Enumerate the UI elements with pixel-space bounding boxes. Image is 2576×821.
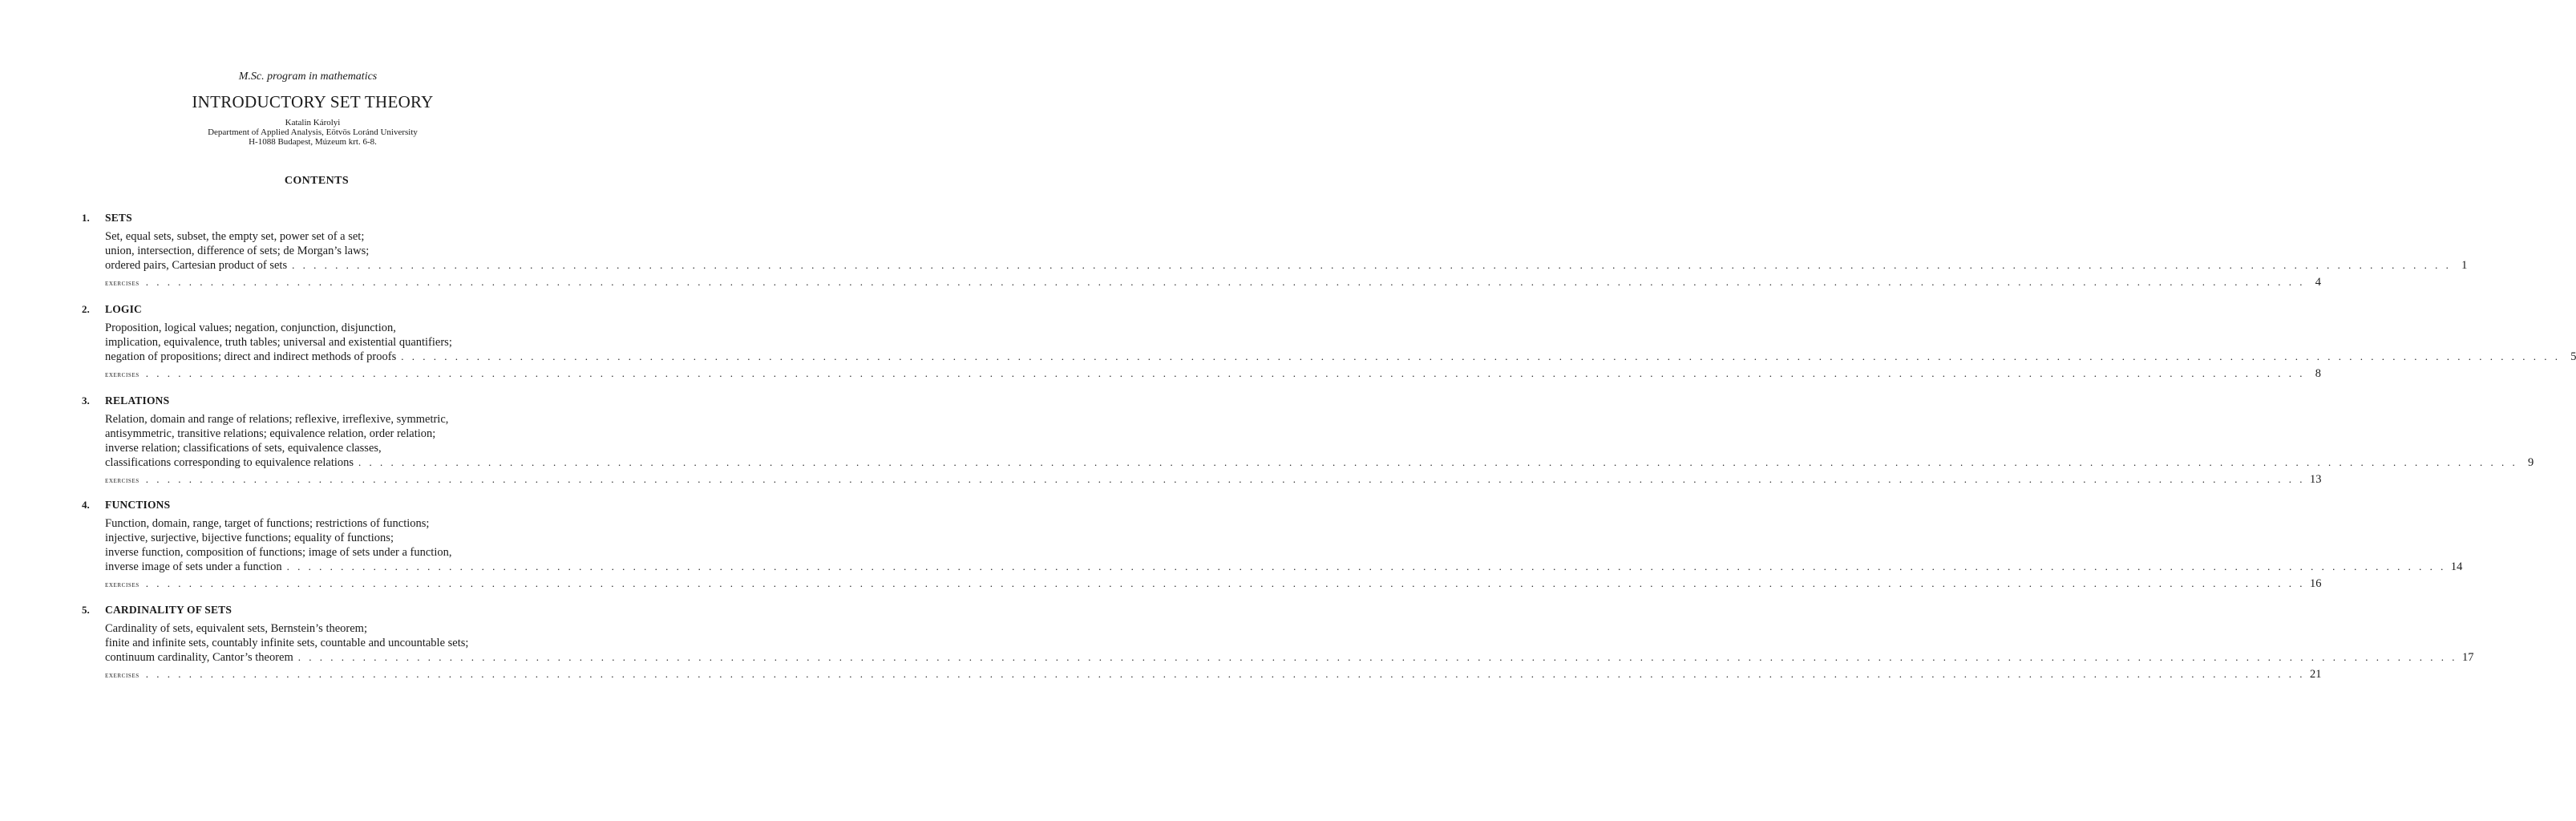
page-number: 14 (2450, 560, 2463, 573)
exercises-page-number: 4 (2315, 276, 2321, 289)
topic-text: Set, equal sets, subset, the empty set, power set of a set; (105, 230, 365, 243)
section-topic-line (105, 441, 556, 455)
exercises-entry (105, 367, 2321, 382)
section-title: FUNCTIONS (105, 499, 171, 511)
toc-section (0, 499, 2463, 592)
section-number: 4. (82, 499, 90, 511)
section-topic-line (105, 335, 556, 350)
section-topic-line (105, 229, 556, 244)
document-title: INTRODUCTORY SET THEORY (192, 92, 434, 111)
topic-text: Function, domain, range, target of functions; restrictions of functions; (105, 517, 430, 530)
section-number: 1. (82, 212, 90, 224)
topic-text: continuum cardinality, Cantor’s theorem (105, 651, 293, 664)
exercises-entry (105, 276, 2321, 290)
page-number: 17 (2462, 651, 2474, 664)
page-number: 1 (2461, 259, 2468, 272)
section-title: CARDINALITY OF SETS (105, 604, 233, 616)
topic-text: ordered pairs, Cartesian product of sets (105, 259, 288, 272)
section-topic-line (105, 621, 556, 636)
dot-leader: . . . . . . . . . . . . . . . . . . . . . . . . . . . . . . . . . . . . . . . . . . . . . . . . . . . . . . . . . . . . . . . . . . . . . . . . . . . . . . . . . . . . . . . . . . . . . . . . . . . . . . . . . . . . . . . . . . . . . . . . . . . . . . . . . . . . . . . . . . . . . . . . . . . . . . . . . . . . . . . . . . . . . . . . . . . . . . . . . . . . . . . . . . . . . . . . . . . . . . . . (286, 560, 2446, 572)
program-line: M.Sc. program in mathematics (238, 71, 378, 83)
dot-leader: . . . . . . . . . . . . . . . . . . . . . . . . . . . . . . . . . . . . . . . . . . . . . . . . . . . . . . . . . . . . . . . . . . . . . . . . . . . . . . . . . . . . . . . . . . . . . . . . . . . . . . . . . . . . . . . . . . . . . . . . . . . . . . . . . . . . . . . . . . . . . . . . . . . . . . . . . . . . . . . . . . . . . . . . . . . . . . . . . . . . . . . . . . . . . . . . . . . . . . . . (145, 276, 2305, 288)
topic-text: union, intersection, difference of sets; de Morgan’s laws; (105, 245, 370, 257)
toc-section (0, 604, 2474, 682)
topic-text: Proposition, logical values; negation, conjunction, disjunction, (105, 322, 396, 334)
section-topic-line (105, 350, 2576, 364)
dot-leader: . . . . . . . . . . . . . . . . . . . . . . . . . . . . . . . . . . . . . . . . . . . . . . . . . . . . . . . . . . . . . . . . . . . . . . . . . . . . . . . . . . . . . . . . . . . . . . . . . . . . . . . . . . . . . . . . . . . . . . . . . . . . . . . . . . . . . . . . . . . . . . . . . . . . . . . . . . . . . . . . . . . . . . . . . . . . . . . . . . . . . . . . . . . . . . . . . . . . . . . . (145, 367, 2305, 379)
section-number: 2. (82, 303, 90, 315)
section-topic-line (105, 650, 2474, 665)
toc-section (0, 394, 2534, 487)
topic-text: inverse relation; classifications of sets, equivalence classes, (105, 442, 382, 455)
exercises-page-number: 13 (2310, 473, 2322, 486)
exercises-label: exercises (105, 476, 140, 485)
page-number: 5 (2570, 350, 2576, 363)
section-heading (0, 499, 616, 516)
section-heading (0, 303, 616, 321)
section-number: 5. (82, 604, 90, 616)
contents-heading: CONTENTS (284, 175, 350, 187)
dot-leader: . . . . . . . . . . . . . . . . . . . . . . . . . . . . . . . . . . . . . . . . . . . . . . . . . . . . . . . . . . . . . . . . . . . . . . . . . . . . . . . . . . . . . . . . . . . . . . . . . . . . . . . . . . . . . . . . . . . . . . . . . . . . . . . . . . . . . . . . . . . . . . . . . . . . . . . . . . . . . . . . . . . . . . . . . . . . . . . . . . . . . . . . . . . . . . . . . . . . . . . . (292, 259, 2452, 271)
author-name: Katalin Károlyi (285, 118, 341, 127)
section-topic-line (105, 516, 556, 531)
toc-section (0, 303, 2576, 382)
dot-leader: . . . . . . . . . . . . . . . . . . . . . . . . . . . . . . . . . . . . . . . . . . . . . . . . . . . . . . . . . . . . . . . . . . . . . . . . . . . . . . . . . . . . . . . . . . . . . . . . . . . . . . . . . . . . . . . . . . . . . . . . . . . . . . . . . . . . . . . . . . . . . . . . . . . . . . . . . . . . . . . . . . . . . . . . . . . . . . . . . . . . . . . . . . . . . . . . . . . . . . . . (401, 350, 2561, 362)
exercises-page-number: 8 (2315, 367, 2321, 380)
topic-text: antisymmetric, transitive relations; equivalence relation, order relation; (105, 427, 436, 440)
topic-text: inverse function, composition of functions; image of sets under a function, (105, 546, 452, 559)
dot-leader: . . . . . . . . . . . . . . . . . . . . . . . . . . . . . . . . . . . . . . . . . . . . . . . . . . . . . . . . . . . . . . . . . . . . . . . . . . . . . . . . . . . . . . . . . . . . . . . . . . . . . . . . . . . . . . . . . . . . . . . . . . . . . . . . . . . . . . . . . . . . . . . . . . . . . . . . . . . . . . . . . . . . . . . . . . . . . . . . . . . . . . . . . . . . . . . . . . . . . . . . (297, 651, 2458, 663)
section-topic-line (105, 412, 556, 427)
section-number: 3. (82, 394, 90, 406)
dot-leader: . . . . . . . . . . . . . . . . . . . . . . . . . . . . . . . . . . . . . . . . . . . . . . . . . . . . . . . . . . . . . . . . . . . . . . . . . . . . . . . . . . . . . . . . . . . . . . . . . . . . . . . . . . . . . . . . . . . . . . . . . . . . . . . . . . . . . . . . . . . . . . . . . . . . . . . . . . . . . . . . . . . . . . . . . . . . . . . . . . . . . . . . . . . . . . . . . . . . . . . . (145, 473, 2305, 485)
topic-text: negation of propositions; direct and indirect methods of proofs (105, 350, 397, 363)
section-title: RELATIONS (105, 394, 170, 406)
section-title: SETS (105, 212, 132, 224)
topic-text: inverse image of sets under a function (105, 560, 282, 573)
section-topic-line (105, 244, 556, 258)
topic-text: implication, equivalence, truth tables; universal and existential quantifiers; (105, 336, 452, 349)
author-address: H-1088 Budapest, Múzeum krt. 6-8. (249, 137, 377, 147)
section-topic-line (105, 636, 556, 650)
dot-leader: . . . . . . . . . . . . . . . . . . . . . . . . . . . . . . . . . . . . . . . . . . . . . . . . . . . . . . . . . . . . . . . . . . . . . . . . . . . . . . . . . . . . . . . . . . . . . . . . . . . . . . . . . . . . . . . . . . . . . . . . . . . . . . . . . . . . . . . . . . . . . . . . . . . . . . . . . . . . . . . . . . . . . . . . . . . . . . . . . . . . . . . . . . . . . . . . . . . . . . . . (145, 668, 2305, 680)
section-topic-line (105, 531, 556, 545)
exercises-entry (105, 473, 2322, 487)
exercises-page-number: 21 (2310, 668, 2322, 681)
exercises-label: exercises (105, 671, 140, 680)
topic-text: Relation, domain and range of relations; reflexive, irreflexive, symmetric, (105, 413, 449, 426)
topic-text: Cardinality of sets, equivalent sets, Bernstein’s theorem; (105, 622, 367, 635)
section-topic-line (105, 560, 2463, 574)
section-title: LOGIC (105, 303, 143, 315)
section-topic-line (105, 321, 556, 335)
author-department: Department of Applied Analysis, Eötvös Loránd University (208, 127, 418, 137)
exercises-label: exercises (105, 580, 140, 589)
toc-section (0, 212, 2468, 290)
dot-leader: . . . . . . . . . . . . . . . . . . . . . . . . . . . . . . . . . . . . . . . . . . . . . . . . . . . . . . . . . . . . . . . . . . . . . . . . . . . . . . . . . . . . . . . . . . . . . . . . . . . . . . . . . . . . . . . . . . . . . . . . . . . . . . . . . . . . . . . . . . . . . . . . . . . . . . . . . . . . . . . . . . . . . . . . . . . . . . . . . . . . . . . . . . . . . . . . . . . . . . . . (145, 577, 2305, 589)
exercises-label: exercises (105, 279, 140, 288)
topic-text: finite and infinite sets, countably infinite sets, countable and uncountable sets; (105, 637, 469, 649)
exercises-entry (105, 668, 2322, 682)
exercises-page-number: 16 (2310, 577, 2322, 590)
exercises-entry (105, 577, 2322, 592)
topic-text: injective, surjective, bijective functions; equality of functions; (105, 532, 394, 544)
section-topic-line (105, 258, 2468, 273)
topic-text: classifications corresponding to equivalence relations (105, 456, 354, 469)
section-heading (0, 604, 616, 621)
section-heading (0, 394, 616, 412)
page-number: 9 (2528, 456, 2534, 469)
section-topic-line (105, 455, 2534, 470)
section-heading (0, 212, 616, 229)
exercises-label: exercises (105, 370, 140, 379)
section-topic-line (105, 545, 556, 560)
section-topic-line (105, 427, 556, 441)
dot-leader: . . . . . . . . . . . . . . . . . . . . . . . . . . . . . . . . . . . . . . . . . . . . . . . . . . . . . . . . . . . . . . . . . . . . . . . . . . . . . . . . . . . . . . . . . . . . . . . . . . . . . . . . . . . . . . . . . . . . . . . . . . . . . . . . . . . . . . . . . . . . . . . . . . . . . . . . . . . . . . . . . . . . . . . . . . . . . . . . . . . . . . . . . . . . . . . . . . . . . . . . (358, 456, 2518, 468)
